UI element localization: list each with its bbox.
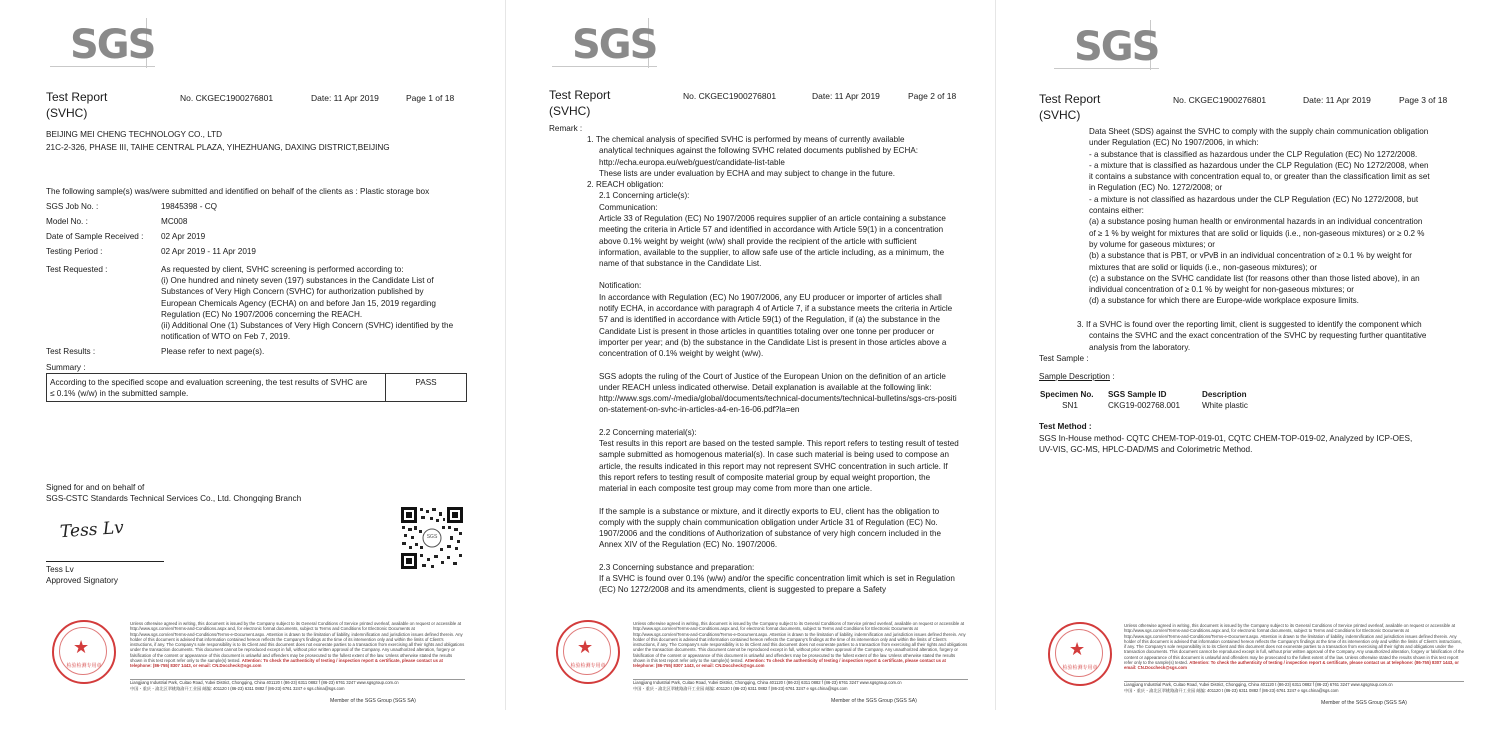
page-number: Page 3 of 18 [1399,95,1448,105]
report-date: Date: 11 Apr 2019 [1303,95,1371,105]
reach-obligation-text: Article 33 of Regulation (EC) No 1907/2006 requires supplier of an article containing a substance meeting the criteria in Article 57 and identified in accordance with Article 59(1) in a concentration above 0.1% weight by weight (w/w) shall provide the recipient of the article with sufficient information, available to the supplier, to allow safe use of the article including, as a minimum, the name of that substance in the Candidate List. Notification: In accordance with Regulation (EC) No 1907/2006, any EU producer or importer of articles shall notify ECHA, in accordance with paragraph 4 of Article 7, if a substance meets the criteria in Article 57 and is identified in accordance with Article 59(1) of the Regulation, if (a) the substance in the Candidate List is present in those articles in quantities totaling over one tonne per producer or importer per year; and (b) the substance in the Candidate List is present in those articles above a concentration of 0.1% weight by weight (w/w). SGS adopts the ruling of the Court of Justice of the European Union on the definition of an article under REACH unless indicated otherwise. Detail explanation is available at the following link: http://www.sgs.com/-/media/global/documents/technical-documents/technical-bulletins/sgs-crs-position-statement-on-svhc-in-articles-a4-en-16-06.pdf?la=en 2.2 Concerning material(s): Test results in this report are based on the tested sample. This report refers to testing result of tested sample submitted as homogenous material(s). In case such material is being used to compose an article, the results indicated in this report may not represent SVHC concentration in such article. If this report refers to testing result of composite material group by equal weight proportion, the material in each composite test group may come from more than one article. If the sample is a substance or mixture, and it directly exports to EU, client has the obligation to comply with the supply chain communication obligation under Article 31 of Regulation (EC) No. 1907/2006 and the conditions of Authorization of substance of very high concern included in the Annex XIV of the Regulation (EC) No. 1907/2006. 2.3 Concerning substance and preparation: If a SVHC is found over 0.1% (w/w) and/or the specific concentration limit which is set in Regulation (EC) No 1272/2008 and its amendments, client is suggested to prepare a Safety [599,214,959,595]
report-number: No. CKGEC1900276801 [683,91,777,101]
member-of-sgs: Member of the SGS Group (SGS SA) [1321,700,1407,706]
report-number: No. CKGEC1900276801 [180,93,274,103]
remark-item-3: 3. If a SVHC is found over the reporting limit, client is suggested to identify the component which contains the SVHC and the exact concentration of the SVHC by requesting further quantitative analysis from the laboratory. [1077,320,1427,352]
footer-address: Liangjiang Industrial Park, Cuitao Road, Yubei District, Chongqing, China 401120 t (86-23) 6311 0882 f (86-23) 6761 3247 www.sgsgroup.com.cn 中国・重庆・渝北区翠桃路渝开工业园 邮编: 401120 t (86-23) 6311 0882 f (86-23) 6761 3247 e sgs.china@sgs.com [633,679,968,692]
signature-line [46,561,164,562]
sgs-logo: SGS [50,16,160,68]
notification-text: In accordance with Regulation (EC) No 1907/2006, any EU producer or importer of articles shall notify ECHA, in accordance with paragraph 4 of Article 7, if a substance meets the criteria in Article 57 and is identified in accordance with Article 59(1) of the Regulation, if (a) the substance in the Candidate List is present in those articles in quantities totaling over one tonne per producer or importer per year; and (b) the substance in the Candidate List is present in those articles above a concentration of 0.1% weight by weight (w/w). [599,292,953,359]
remark-item-1: 1. The chemical analysis of specified SVHC is performed by means of currently available analytical techniques against the following SVHC related documents published by ECHA: http://echa.europa.eu/web/guest/candidate-list-table These lists are under evaluation by ECHA and may subject to change in the future. [587,135,918,178]
summary-table [46,373,467,402]
signatory: Tess Lv Approved Signatory [46,565,118,586]
test-requested-text: As requested by client, SVHC screening is performed according to: (i) One hundred and ninety seven (197) substances in the Candidate List of Substances of Very High Concern (SVHC) for authorization published by European Chemicals Agency (ECHA) on and before Jan 15, 2019 regarding Regulation (EC) No 1907/2006 concerning the REACH. (ii) Additional One (1) Substances of Very High Concern (SVHC) identified by the notification of WTO on Feb 7, 2019. [161,265,454,342]
summary-text: According to the specified scope and evaluation screening, the test results of SVHC are ≤ 0.1% (w/w) in the submitted sample. [50,378,368,399]
footer-address: Liangjiang Industrial Park, Cuitao Road, Yubei District, Chongqing, China 401120 t (86-23) 6311 0882 f (86-23) 6761 3247 www.sgsgroup.com.cn 中国・重庆・渝北区翠桃路渝开工业园 邮编: 401120 t (86-23) 6311 0882 f (86-23) 6761 3247 e sgs.china@sgs.com [130,679,465,692]
sample-fields: SGS Job No. : 19845398 - CQ Model No. : MC008 Date of Sample Received : 02 Apr 2019 Testing Period : 02 Apr 2019 - 11 Apr 2019 [46,202,256,256]
report-page-1 [0,0,500,710]
official-stamp: ★ 检验检测专用章 [556,620,620,684]
report-number: No. CKGEC1900276801 [1173,95,1267,105]
submitted-statement: The following sample(s) was/were submitted and identified on behalf of the clients as : Plastic storage box [46,187,430,196]
official-stamp: ★ 检验检测专用章 [1048,622,1112,686]
summary-label: Summary : [46,363,86,372]
member-of-sgs: Member of the SGS Group (SGS SA) [831,698,917,704]
footer-address: Liangjiang Industrial Park, Cuitao Road, Yubei District, Chongqing, China 401120 t (86-23) 6311 0882 f (86-23) 6761 3247 www.sgsgroup.com.cn 中国・重庆・渝北区翠桃路渝开工业园 邮编: 401120 t (86-23) 6311 0882 f (86-23) 6761 3247 e sgs.china@sgs.com [1124,681,1464,694]
member-of-sgs: Member of the SGS Group (SGS SA) [330,698,416,704]
sample-table [1036,389,1252,411]
test-sample-label: Test Sample : [1039,354,1089,363]
ruling-link[interactable]: http://www.sgs.com/-/media/global/documents/technical-documents/technical-bulletins/sgs-crs-position-statement-on-svhc-in-articles-a4-en-16-06.pdf?la=en [599,394,957,415]
report-page-3 [995,0,1500,710]
footer-terms: Unless otherwise agreed in writing, this document is issued by the Company subject to its General Conditions of Service printed overleaf, available on request or accessible at http://www.sgs.com/en/Terms-and-Conditions.aspx and, for electronic format documents, subject to Terms and Conditions for Electronic Documents at http://www.sgs.com/en/Terms-and-Conditions/Terms-e-Document.aspx. Attention is drawn to the limitation of liability, indemnification and jurisdiction issues defined therein. Any holder of this document is advised that information contained hereon reflects the Company's findings at the time of its intervention only and within the limits of Client's instructions, if any. The Company's sole responsibility is to its Client and this document does not exonerate parties to a transaction from exercising all their rights and obligations under the transaction documents. This document cannot be reproduced except in full, without prior written approval of the Company. Any unauthorized alteration, forgery or falsification of the content or appearance of this document is unlawful and offenders may be prosecuted to the fullest extent of the law. Unless otherwise stated the results shown in this test report refer only to the sample(s) tested. Attention: To check the authenticity of testing / inspection report & certificate, please contact us at telephone: (86-755) 8307 1443, or email: CN.Doccheck@sgs.com [130,621,465,669]
official-stamp: ★ 检验检测专用章 [52,620,116,684]
qr-code [400,506,464,570]
page-number: Page 2 of 18 [908,91,957,101]
test-results-value: Please refer to next page(s). [161,347,265,356]
report-date: Date: 11 Apr 2019 [311,93,379,103]
sample-description-label: Sample Description : [1039,372,1115,381]
sgs-logo: SGS [552,16,662,68]
remark-label: Remark : [549,124,583,133]
report-title: Test Report (SVHC) [1039,92,1101,122]
signature: Tess Lv [59,517,125,543]
summary-result: PASS [415,378,437,387]
test-method-label: Test Method : [1039,422,1092,431]
table-row: SN1 CKG19-002768.001 White plastic [1062,401,1248,410]
test-method-text: SGS In-House method- CQTC CHEM-TOP-019-01, CQTC CHEM-TOP-019-02, Analyzed by ICP-OES, UV-VIS, GC-MS, HPLC-DAD/MS and Colorimetric Method. [1039,434,1413,455]
materials-text: Test results in this report are based on the tested sample. This report refers to testing result of tested sample submitted as homogenous material(s). In case such material is being used to compose an article, the results indicated in this report may not represent SVHC concentration in such article. If this report refers to testing result of composite material group by equal weight proportion, the material in each composite test group may come from more than one article. [599,439,959,494]
report-title: Test Report (SVHC) [549,88,611,118]
footer-terms: Unless otherwise agreed in writing, this document is issued by the Company subject to its General Conditions of Service printed overleaf, available on request or accessible at http://www.sgs.com/en/Terms-and-Conditions.aspx and, for electronic format documents, subject to Terms and Conditions for Electronic Documents at http://www.sgs.com/en/Terms-and-Conditions/Terms-e-Document.aspx. Attention is drawn to the limitation of liability, indemnification and jurisdiction issues defined therein. Any holder of this document is advised that information contained hereon reflects the Company's findings at the time of its intervention only and within the limits of Client's instructions, if any. The Company's sole responsibility is to its Client and this document does not exonerate parties to a transaction from exercising all their rights and obligations under the transaction documents. This document cannot be reproduced except in full, without prior written approval of the Company. Any unauthorized alteration, forgery or falsification of the content or appearance of this document is unlawful and offenders may be prosecuted to the fullest extent of the law. Unless otherwise stated the results shown in this test report refer only to the sample(s) tested. Attention: To check the authenticity of testing / inspection report & certificate, please contact us at telephone: (86-755) 8307 1443, or email: CN.Doccheck@sgs.com [1124,623,1464,671]
remark-item-2: 2. REACH obligation: 2.1 Concerning article(s): Communication: [587,180,690,212]
sgs-logo: SGS [1054,18,1164,70]
substance-preparation-text: If a SVHC is found over 0.1% (w/w) and/or the specific concentration limit which is set in Regulation (EC) No 1272/2008 and its amendments, client is suggested to prepare a Safety [599,574,955,595]
signed-on-behalf: Signed for and on behalf of SGS-CSTC Standards Technical Services Co., Ltd. Chongqing Branch [46,483,302,504]
sds-requirements: Data Sheet (SDS) against the SVHC to comply with the supply chain communication obligation under Regulation (EC) No 1907/2006, in which: - a substance that is classified as hazardous under the CLP Regulation (EC) No 1272/2008. - a mixture that is classified as hazardous under the CLP Regulation (EC) No 1272/2008, when it contains a substance with concentration equal to, or greater than the classification limit as set in Regulation (EC) No. 1272/2008; or - a mixture is not classified as hazardous under the CLP Regulation (EC) No 1272/2008, but contains either: (a) a substance posing human health or environmental hazards in an individual concentration of ≥ 1 % by weight for mixtures that are solid or liquids (i.e., non-gaseous mixtures) or ≥ 0.2 % by volume for gaseous mixtures; or (b) a substance that is PBT, or vPvB in an individual concentration of ≥ 0.1 % by weight for mixtures that are solid or liquids (i.e., non-gaseous mixtures); or (c) a substance on the SVHC candidate list (for reasons other than those listed above), in an individual concentration of ≥ 0.1 % by weight for non-gaseous mixtures; or (d) a substance for which there are Europe-wide workplace exposure limits. [1089,127,1430,306]
substance-mixture-text: If the sample is a substance or mixture, and it directly exports to EU, client has the obligation to comply with the supply chain communication obligation under Article 31 of Regulation (EC) No. 1907/2006 and the conditions of Authorization of substance of very high concern included in the Annex XIV of the Regulation (EC) No. 1907/2006. [599,506,941,550]
test-results-label: Test Results : [46,347,96,356]
test-requested-label: Test Requested : [46,265,108,274]
client-address: 21C-2-326, PHASE III, TAIHE CENTRAL PLAZA, YIHEZHUANG, DAXING DISTRICT,BEIJING [46,143,390,152]
report-page-2 [505,0,996,710]
page-number: Page 1 of 18 [406,93,455,103]
report-title: Test Report (SVHC) [46,90,108,120]
qr-label: SGS [426,534,438,540]
communication-text: Article 33 of Regulation (EC) No 1907/2006 requires supplier of an article containing a substance meeting the criteria in Article 57 and identified in accordance with Article 59(1) in a concentration above 0.1% weight by weight (w/w) shall provide the recipient of the article with sufficient information, available to the supplier, to allow safe use of the article including, as a minimum, the name of that substance in the Candidate List. [599,214,946,269]
client-company: BEIJING MEI CHENG TECHNOLOGY CO., LTD [46,130,223,139]
table-header-row: Specimen No. SGS Sample ID Description [1040,390,1247,399]
report-date: Date: 11 Apr 2019 [812,91,880,101]
footer-terms: Unless otherwise agreed in writing, this document is issued by the Company subject to its General Conditions of Service printed overleaf, available on request or accessible at http://www.sgs.com/en/Terms-and-Conditions.aspx and, for electronic format documents, subject to Terms and Conditions for Electronic Documents at http://www.sgs.com/en/Terms-and-Conditions/Terms-e-Document.aspx. Attention is drawn to the limitation of liability, indemnification and jurisdiction issues defined therein. Any holder of this document is advised that information contained hereon reflects the Company's findings at the time of its intervention only and within the limits of Client's instructions, if any. The Company's sole responsibility is to its Client and this document does not exonerate parties to a transaction from exercising all their rights and obligations under the transaction documents. This document cannot be reproduced except in full, without prior written approval of the Company. Any unauthorized alteration, forgery or falsification of the content or appearance of this document is unlawful and offenders may be prosecuted to the fullest extent of the law. Unless otherwise stated the results shown in this test report refer only to the sample(s) tested. Attention: To check the authenticity of testing / inspection report & certificate, please contact us at telephone: (86-755) 8307 1443, or email: CN.Doccheck@sgs.com [633,621,968,669]
